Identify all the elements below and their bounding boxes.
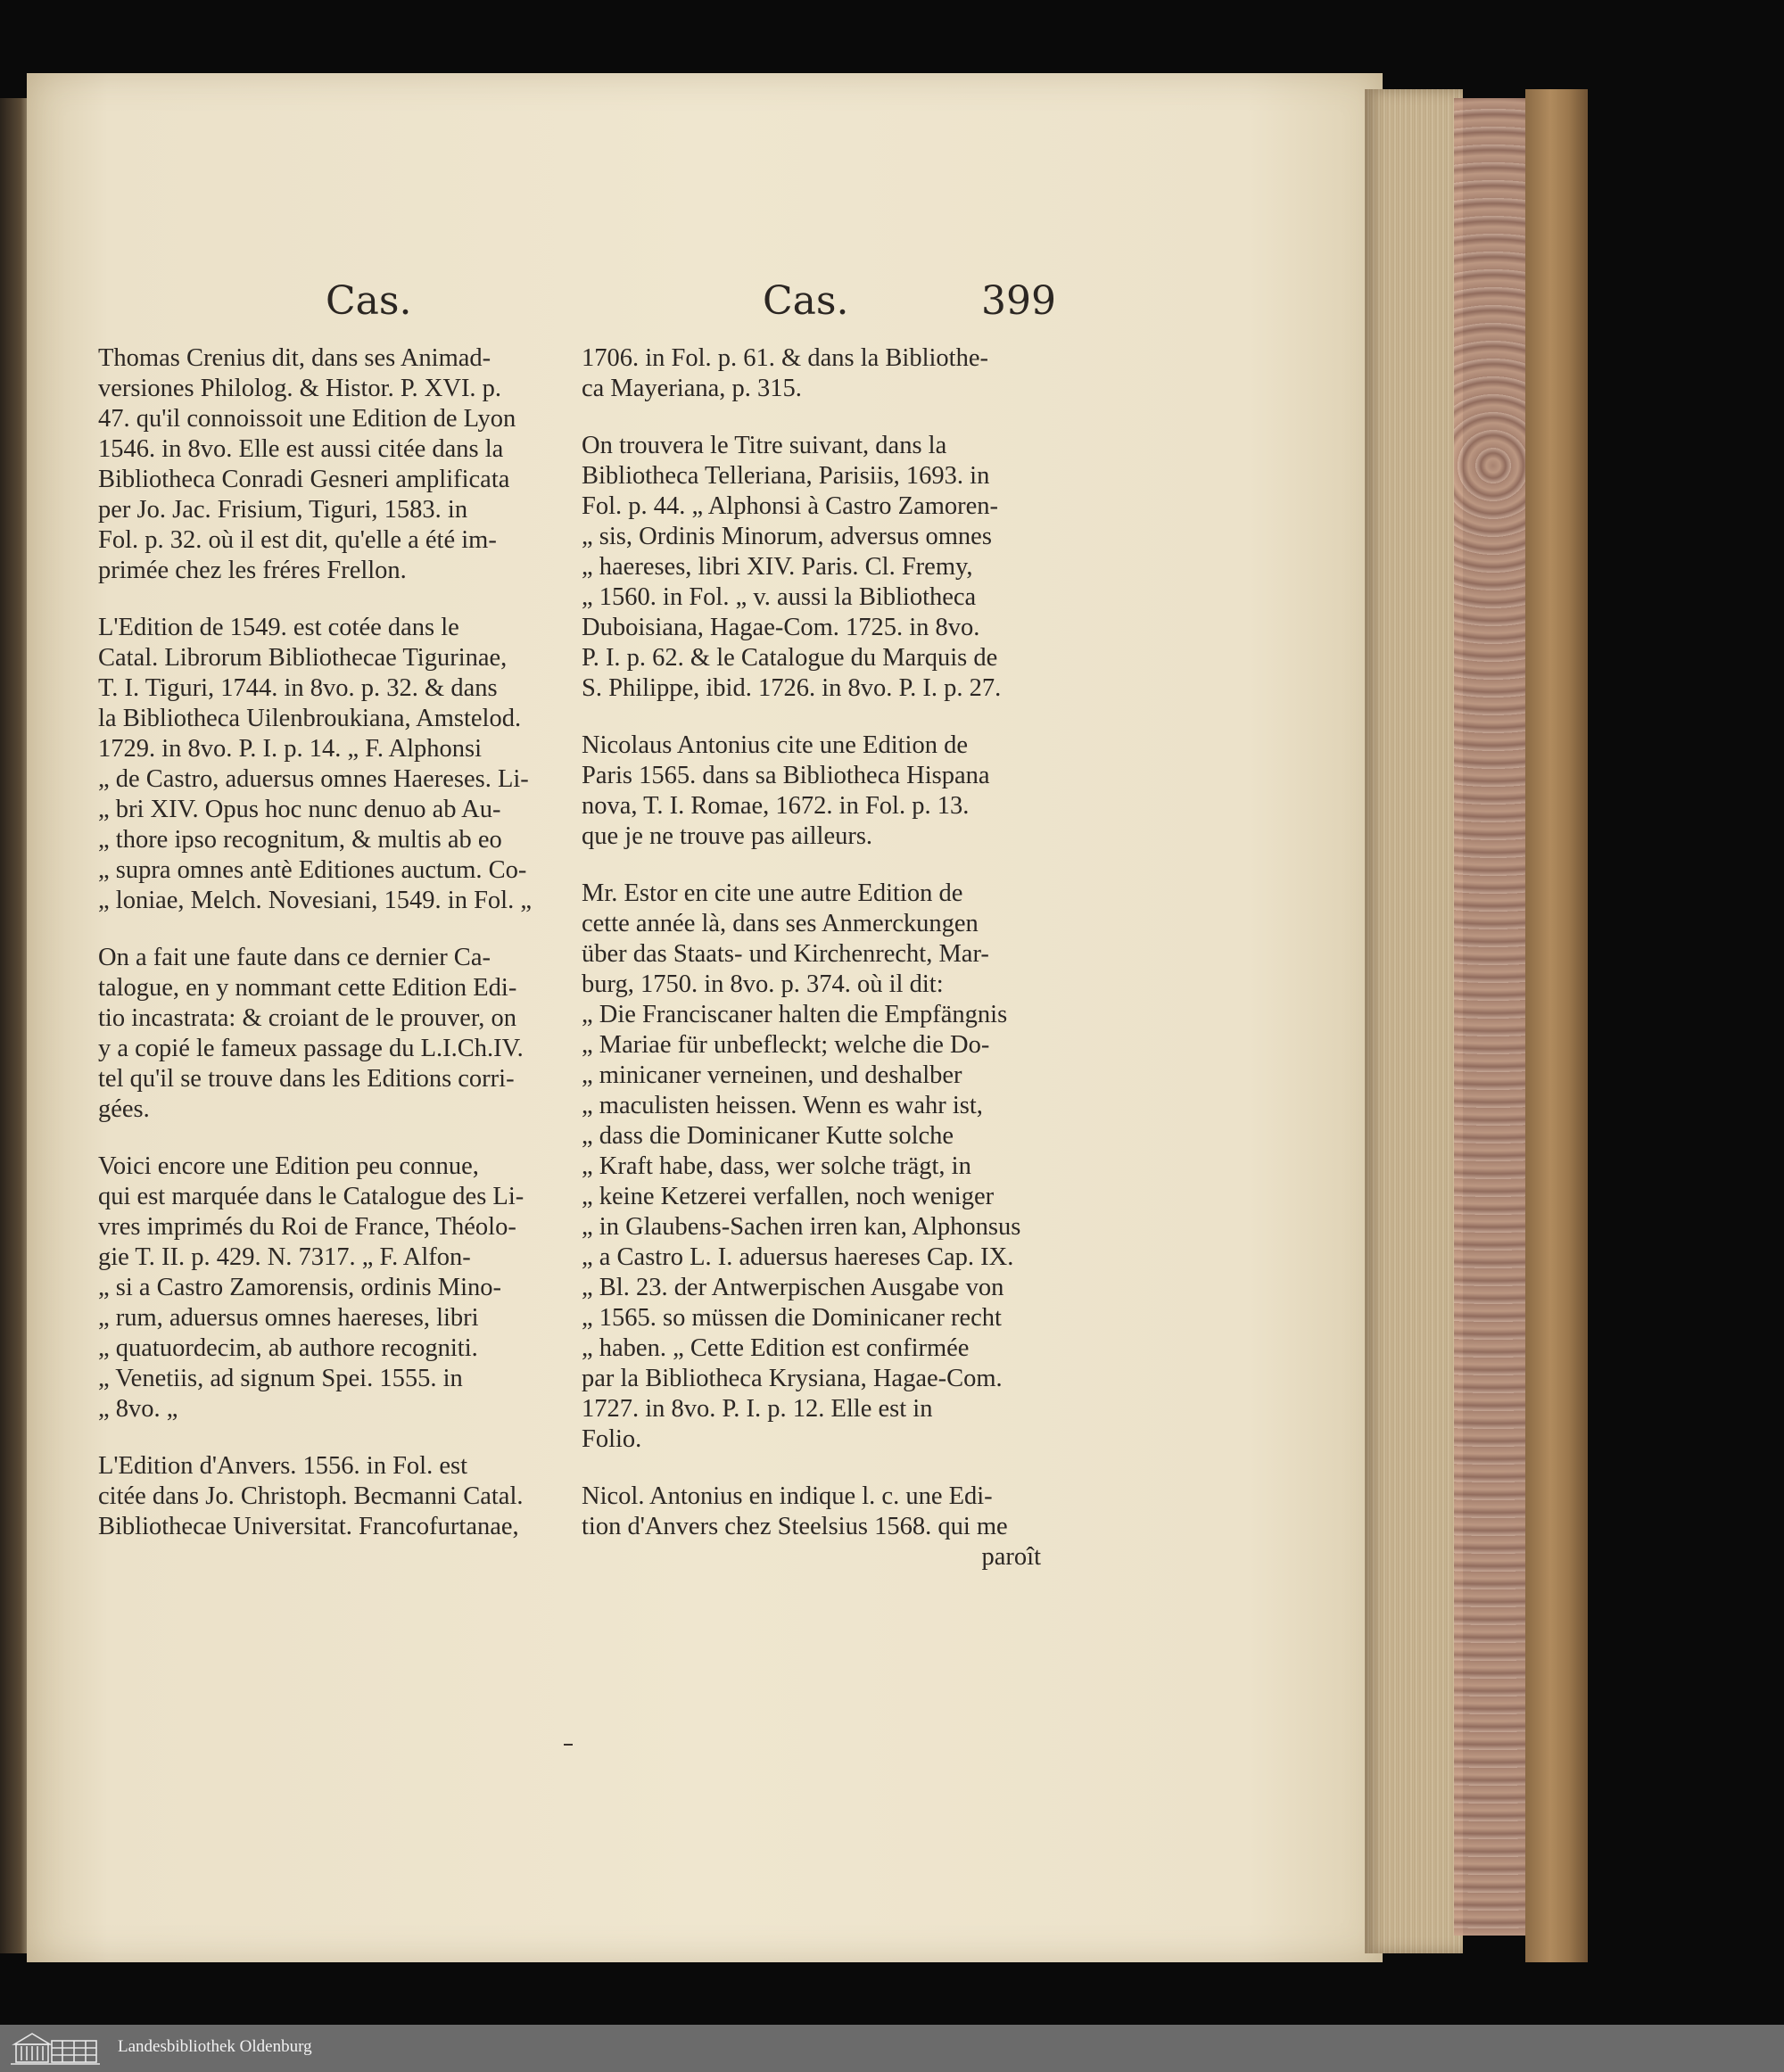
- text-line: [98, 586, 558, 613]
- text-line: Mr. Estor en cite une autre Edition de: [582, 879, 963, 907]
- text-line: „ loniae, Melch. Novesiani, 1549. in Fol. „: [98, 887, 532, 914]
- text-line: ca Mayeriana, p. 315.: [582, 375, 802, 402]
- text-line: Bibliotheca Conradi Gesneri amplificata: [98, 466, 510, 493]
- text-line: 1706. in Fol. p. 61. & dans la Bibliothe-: [582, 344, 988, 372]
- text-line: 1546. in 8vo. Elle est aussi citée dans la: [98, 435, 504, 463]
- text-line: [98, 1424, 558, 1451]
- library-building-icon: [7, 2030, 103, 2068]
- text-line: S. Philippe, ibid. 1726. in 8vo. P. I. p. 27.: [582, 674, 1002, 702]
- text-line: [582, 1455, 1041, 1482]
- page-block-edge: [1365, 89, 1463, 1953]
- text-column-right: [582, 343, 1041, 1573]
- text-line: nova, T. I. Romae, 1672. in Fol. p. 13.: [582, 792, 970, 820]
- text-line: „ supra omnes antè Editiones auctum. Co-: [98, 856, 527, 884]
- text-line: Catal. Librorum Bibliothecae Tigurinae,: [98, 644, 508, 672]
- text-line: „ Kraft habe, dass, wer solche trägt, in: [582, 1152, 971, 1180]
- text-line: [582, 404, 1041, 431]
- text-line: primée chez les fréres Frellon.: [98, 557, 407, 584]
- text-line: „ maculisten heissen. Wenn es wahr ist,: [582, 1092, 983, 1119]
- text-line: y a copié le fameux passage du L.I.Ch.IV.: [98, 1035, 524, 1062]
- text-line: „ thore ipso recognitum, & multis ab eo: [98, 826, 502, 854]
- text-line: citée dans Jo. Christoph. Becmanni Catal.: [98, 1482, 524, 1510]
- text-line: par la Bibliotheca Krysiana, Hagae-Com.: [582, 1365, 1003, 1392]
- text-line: „ Mariae für unbefleckt; welche die Do-: [582, 1031, 990, 1059]
- text-line: Bibliothecae Universitat. Francofurtanae,: [98, 1513, 519, 1540]
- text-line: Bibliotheca Telleriana, Parisiis, 1693. in: [582, 462, 990, 490]
- text-line: 1727. in 8vo. P. I. p. 12. Elle est in: [582, 1395, 933, 1423]
- text-line: Voici encore une Edition peu connue,: [98, 1152, 479, 1180]
- text-line: P. I. p. 62. & le Catalogue du Marquis de: [582, 644, 998, 672]
- text-line: „ minicaner verneinen, und deshalber: [582, 1061, 962, 1089]
- leather-cover: [1525, 89, 1588, 1962]
- text-line: [98, 916, 558, 943]
- text-line: „ 1565. so müssen die Dominicaner recht: [582, 1304, 1002, 1332]
- text-line: paroît: [981, 1543, 1041, 1571]
- text-line: „ Die Franciscaner halten die Empfängnis: [582, 1001, 1008, 1028]
- text-line: „ sis, Ordinis Minorum, adversus omnes: [582, 523, 992, 550]
- text-line: Duboisiana, Hagae-Com. 1725. in 8vo.: [582, 614, 980, 641]
- text-line: „ si a Castro Zamorensis, ordinis Mino-: [98, 1274, 501, 1301]
- text-line: On a fait une faute dans ce dernier Ca-: [98, 944, 491, 971]
- text-line: tel qu'il se trouve dans les Editions corri-: [98, 1065, 515, 1093]
- text-line: „ in Glaubens-Sachen irren kan, Alphonsus: [582, 1213, 1021, 1241]
- text-line: „ Venetiis, ad signum Spei. 1555. in: [98, 1365, 463, 1392]
- footer-bar: [0, 2025, 1784, 2072]
- text-line: über das Staats- und Kirchenrecht, Mar-: [582, 940, 989, 968]
- text-line: „ 8vo. „: [98, 1395, 178, 1423]
- text-line: la Bibliotheca Uilenbroukiana, Amstelod.: [98, 705, 522, 732]
- text-line: talogue, en y nommant cette Edition Edi-: [98, 974, 517, 1002]
- text-line: gie T. II. p. 429. N. 7317. „ F. Alfon-: [98, 1243, 471, 1271]
- text-line: [582, 704, 1041, 731]
- text-line: que je ne trouve pas ailleurs.: [582, 822, 873, 850]
- footer-library-name: Landesbibliothek Oldenburg: [118, 2037, 312, 2056]
- text-line: 1729. in 8vo. P. I. p. 14. „ F. Alphonsi: [98, 735, 483, 763]
- text-line: „ haben. „ Cette Edition est confirmée: [582, 1334, 970, 1362]
- text-line: [582, 852, 1041, 879]
- text-line: vres imprimés du Roi de France, Théolo-: [98, 1213, 516, 1241]
- text-line: „ de Castro, aduersus omnes Haereses. Li-: [98, 765, 529, 793]
- text-line: „ keine Ketzerei verfallen, noch weniger: [582, 1183, 995, 1210]
- text-line: On trouvera le Titre suivant, dans la: [582, 432, 947, 459]
- text-line: „ dass die Dominicaner Kutte solche: [582, 1122, 954, 1150]
- text-line: tion d'Anvers chez Steelsius 1568. qui me: [582, 1513, 1008, 1540]
- text-line: „ 1560. in Fol. „ v. aussi la Bibliotheca: [582, 583, 977, 611]
- text-line: cette année là, dans ses Anmerckungen: [582, 910, 979, 937]
- column-mark: [564, 1744, 573, 1746]
- text-line: gées.: [98, 1095, 150, 1123]
- text-line: 47. qu'il connoissoit une Edition de Lyon: [98, 405, 516, 433]
- text-line: „ a Castro L. I. aduersus haereses Cap. IX.: [582, 1243, 1014, 1271]
- text-line: T. I. Tiguri, 1744. in 8vo. p. 32. & dans: [98, 674, 498, 702]
- text-line: L'Edition de 1549. est cotée dans le: [98, 614, 459, 641]
- running-head-center: Cas.: [763, 278, 849, 324]
- text-line: versiones Philolog. & Histor. P. XVI. p.: [98, 375, 502, 402]
- text-line: Thomas Crenius dit, dans ses Animad-: [98, 344, 491, 372]
- text-line: Folio.: [582, 1425, 642, 1453]
- text-line: per Jo. Jac. Frisium, Tiguri, 1583. in: [98, 496, 468, 524]
- text-line: burg, 1750. in 8vo. p. 374. où il dit:: [582, 970, 944, 998]
- text-line: Fol. p. 44. „ Alphonsi à Castro Zamoren-: [582, 492, 999, 520]
- text-line: Nicolaus Antonius cite une Edition de: [582, 731, 968, 759]
- running-head-left: Cas.: [326, 278, 412, 324]
- text-line: „ bri XIV. Opus hoc nunc denuo ab Au-: [98, 796, 501, 823]
- text-line: tio incastrata: & croiant de le prouver, on: [98, 1004, 516, 1032]
- text-line: „ Bl. 23. der Antwerpischen Ausgabe von: [582, 1274, 1004, 1301]
- page-number: 399: [981, 278, 1056, 324]
- text-line: [98, 1125, 558, 1152]
- text-line: qui est marquée dans le Catalogue des Li-: [98, 1183, 524, 1210]
- text-line: „ haereses, libri XIV. Paris. Cl. Fremy,: [582, 553, 973, 581]
- text-line: Nicol. Antonius en indique l. c. une Edi-: [582, 1482, 993, 1510]
- text-line: Paris 1565. dans sa Bibliotheca Hispana: [582, 762, 990, 789]
- text-column-left: [98, 343, 558, 1542]
- text-line: L'Edition d'Anvers. 1556. in Fol. est: [98, 1452, 468, 1480]
- text-line: „ rum, aduersus omnes haereses, libri: [98, 1304, 479, 1332]
- text-line: „ quatuordecim, ab authore recogniti.: [98, 1334, 478, 1362]
- text-line: Fol. p. 32. où il est dit, qu'elle a été im-: [98, 526, 497, 554]
